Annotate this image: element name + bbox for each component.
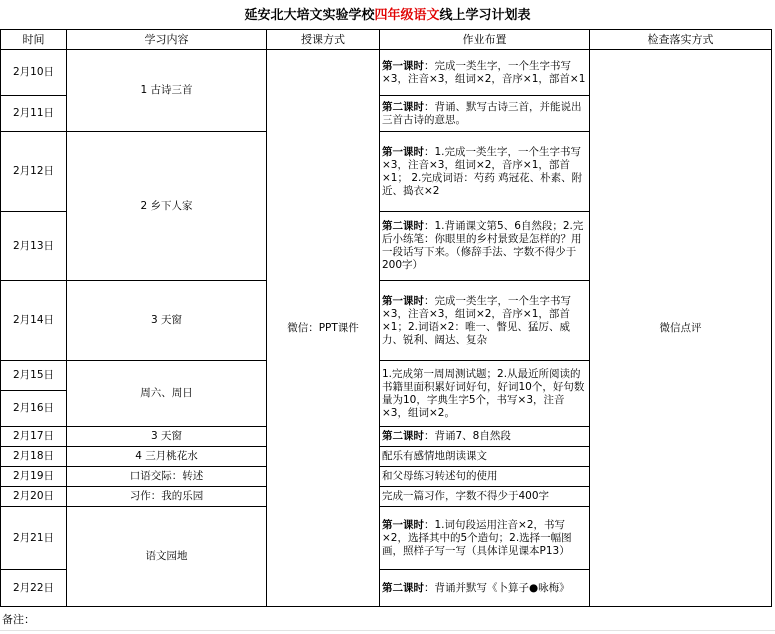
- date-cell: 2月16日: [1, 391, 67, 427]
- date-cell: 2月20日: [1, 487, 67, 507]
- header-content: 学习内容: [67, 30, 267, 50]
- header-time: 时间: [1, 30, 67, 50]
- content-cell: 1 古诗三首: [67, 50, 267, 132]
- date-cell: 2月11日: [1, 96, 67, 132]
- lesson-label: 第二课时: [382, 100, 424, 113]
- table-header-row: [1, 30, 772, 50]
- homework-cell: [380, 427, 590, 447]
- lesson-label: 第二课时: [382, 581, 424, 594]
- date-cell: 2月18日: [1, 447, 67, 467]
- header-check: 检查落实方式: [590, 30, 772, 50]
- date-cell: 2月22日: [1, 570, 67, 607]
- content-cell: 2 乡下人家: [67, 132, 267, 281]
- homework-cell: [380, 96, 590, 132]
- content-cell: 口语交际：转述: [67, 467, 267, 487]
- spreadsheet-gridline: [0, 630, 775, 631]
- date-cell: 2月12日: [1, 132, 67, 212]
- date-cell: 2月10日: [1, 50, 67, 96]
- homework-cell: [380, 507, 590, 570]
- lesson-label: 第一课时: [382, 145, 424, 158]
- lesson-label: 第二课时: [382, 220, 424, 232]
- lesson-label: 第一课时: [382, 294, 424, 307]
- homework-cell: 完成一篇习作，字数不得少于400字: [380, 487, 590, 507]
- check-cell: 微信点评: [590, 50, 772, 607]
- homework-cell: 和父母练习转述句的使用: [380, 467, 590, 487]
- date-cell: 2月14日: [1, 281, 67, 361]
- date-cell: 2月13日: [1, 212, 67, 281]
- homework-cell: [380, 50, 590, 96]
- note-label: 备注：: [2, 613, 35, 626]
- homework-text: ：背诵7、8自然段: [424, 430, 511, 442]
- header-method: 授课方式: [267, 30, 380, 50]
- homework-cell: [380, 212, 590, 281]
- date-cell: 2月21日: [1, 507, 67, 570]
- title-prefix: 延安北大培文实验学校: [244, 8, 375, 23]
- title-highlight: 四年级语文: [374, 8, 440, 23]
- homework-text: ：1.背诵课文第5、6自然段；2.完后小练笔：你眼里的乡村景致是怎样的？用一段话写下来。（修辞手法、字数不得少于200字）: [382, 220, 584, 271]
- content-cell: 周六、周日: [67, 361, 267, 427]
- homework-text: ：1.完成一类生字，一个生字书写×3，注音×3，组词×2，音序×1，部首×1； 2.完成词语：芍药 鸡冠花、朴素、附近、捣衣×2: [382, 145, 583, 197]
- homework-cell: [380, 570, 590, 607]
- lesson-label: 第二课时: [382, 430, 424, 442]
- homework-cell: 1.完成第一周周测试题；2.从最近所阅读的书籍里面积累好词好句，好词10个，好句数量为10，字典生字5个，书写×3，注音×3，组词×2。: [380, 361, 590, 427]
- homework-text: ：1.词句段运用注音×2，书写×2，选择其中的5个造句；2.选择一幅图画，照样子写一写（具体详见课本P13）: [382, 518, 572, 557]
- table-row: [1, 50, 772, 96]
- homework-text: ：完成一类生字，一个生字书写×3，注音×3，组词×2，音序×1，部首×1；2.词语×2：唯一、瞥见、猛厉、威力、锐利、阔达、复杂: [382, 294, 571, 346]
- content-cell: 3 天窗: [67, 427, 267, 447]
- content-cell: 3 天窗: [67, 281, 267, 361]
- homework-text: ：完成一类生字，一个生字书写×3，注音×3，组词×2，音序×1，部首×1: [382, 59, 586, 85]
- date-cell: 2月19日: [1, 467, 67, 487]
- header-homework: 作业布置: [380, 30, 590, 50]
- homework-text: ：背诵并默写《卜算子●咏梅》: [424, 581, 570, 594]
- date-cell: 2月17日: [1, 427, 67, 447]
- method-cell: 微信：PPT课件: [267, 50, 380, 607]
- lesson-label: 第一课时: [382, 518, 424, 531]
- study-plan-table: [0, 29, 772, 607]
- date-cell: 2月15日: [1, 361, 67, 391]
- title-suffix: 线上学习计划表: [439, 8, 531, 23]
- homework-cell: [380, 281, 590, 361]
- lesson-label: 第一课时: [382, 59, 424, 72]
- homework-cell: [380, 132, 590, 212]
- page-title: [0, 4, 775, 28]
- content-cell: 语文园地: [67, 507, 267, 607]
- homework-cell: 配乐有感情地朗读课文: [380, 447, 590, 467]
- content-cell: 习作：我的乐园: [67, 487, 267, 507]
- homework-text: ：背诵、默写古诗三首，并能说出三首古诗的意思。: [382, 100, 582, 126]
- content-cell: 4 三月桃花水: [67, 447, 267, 467]
